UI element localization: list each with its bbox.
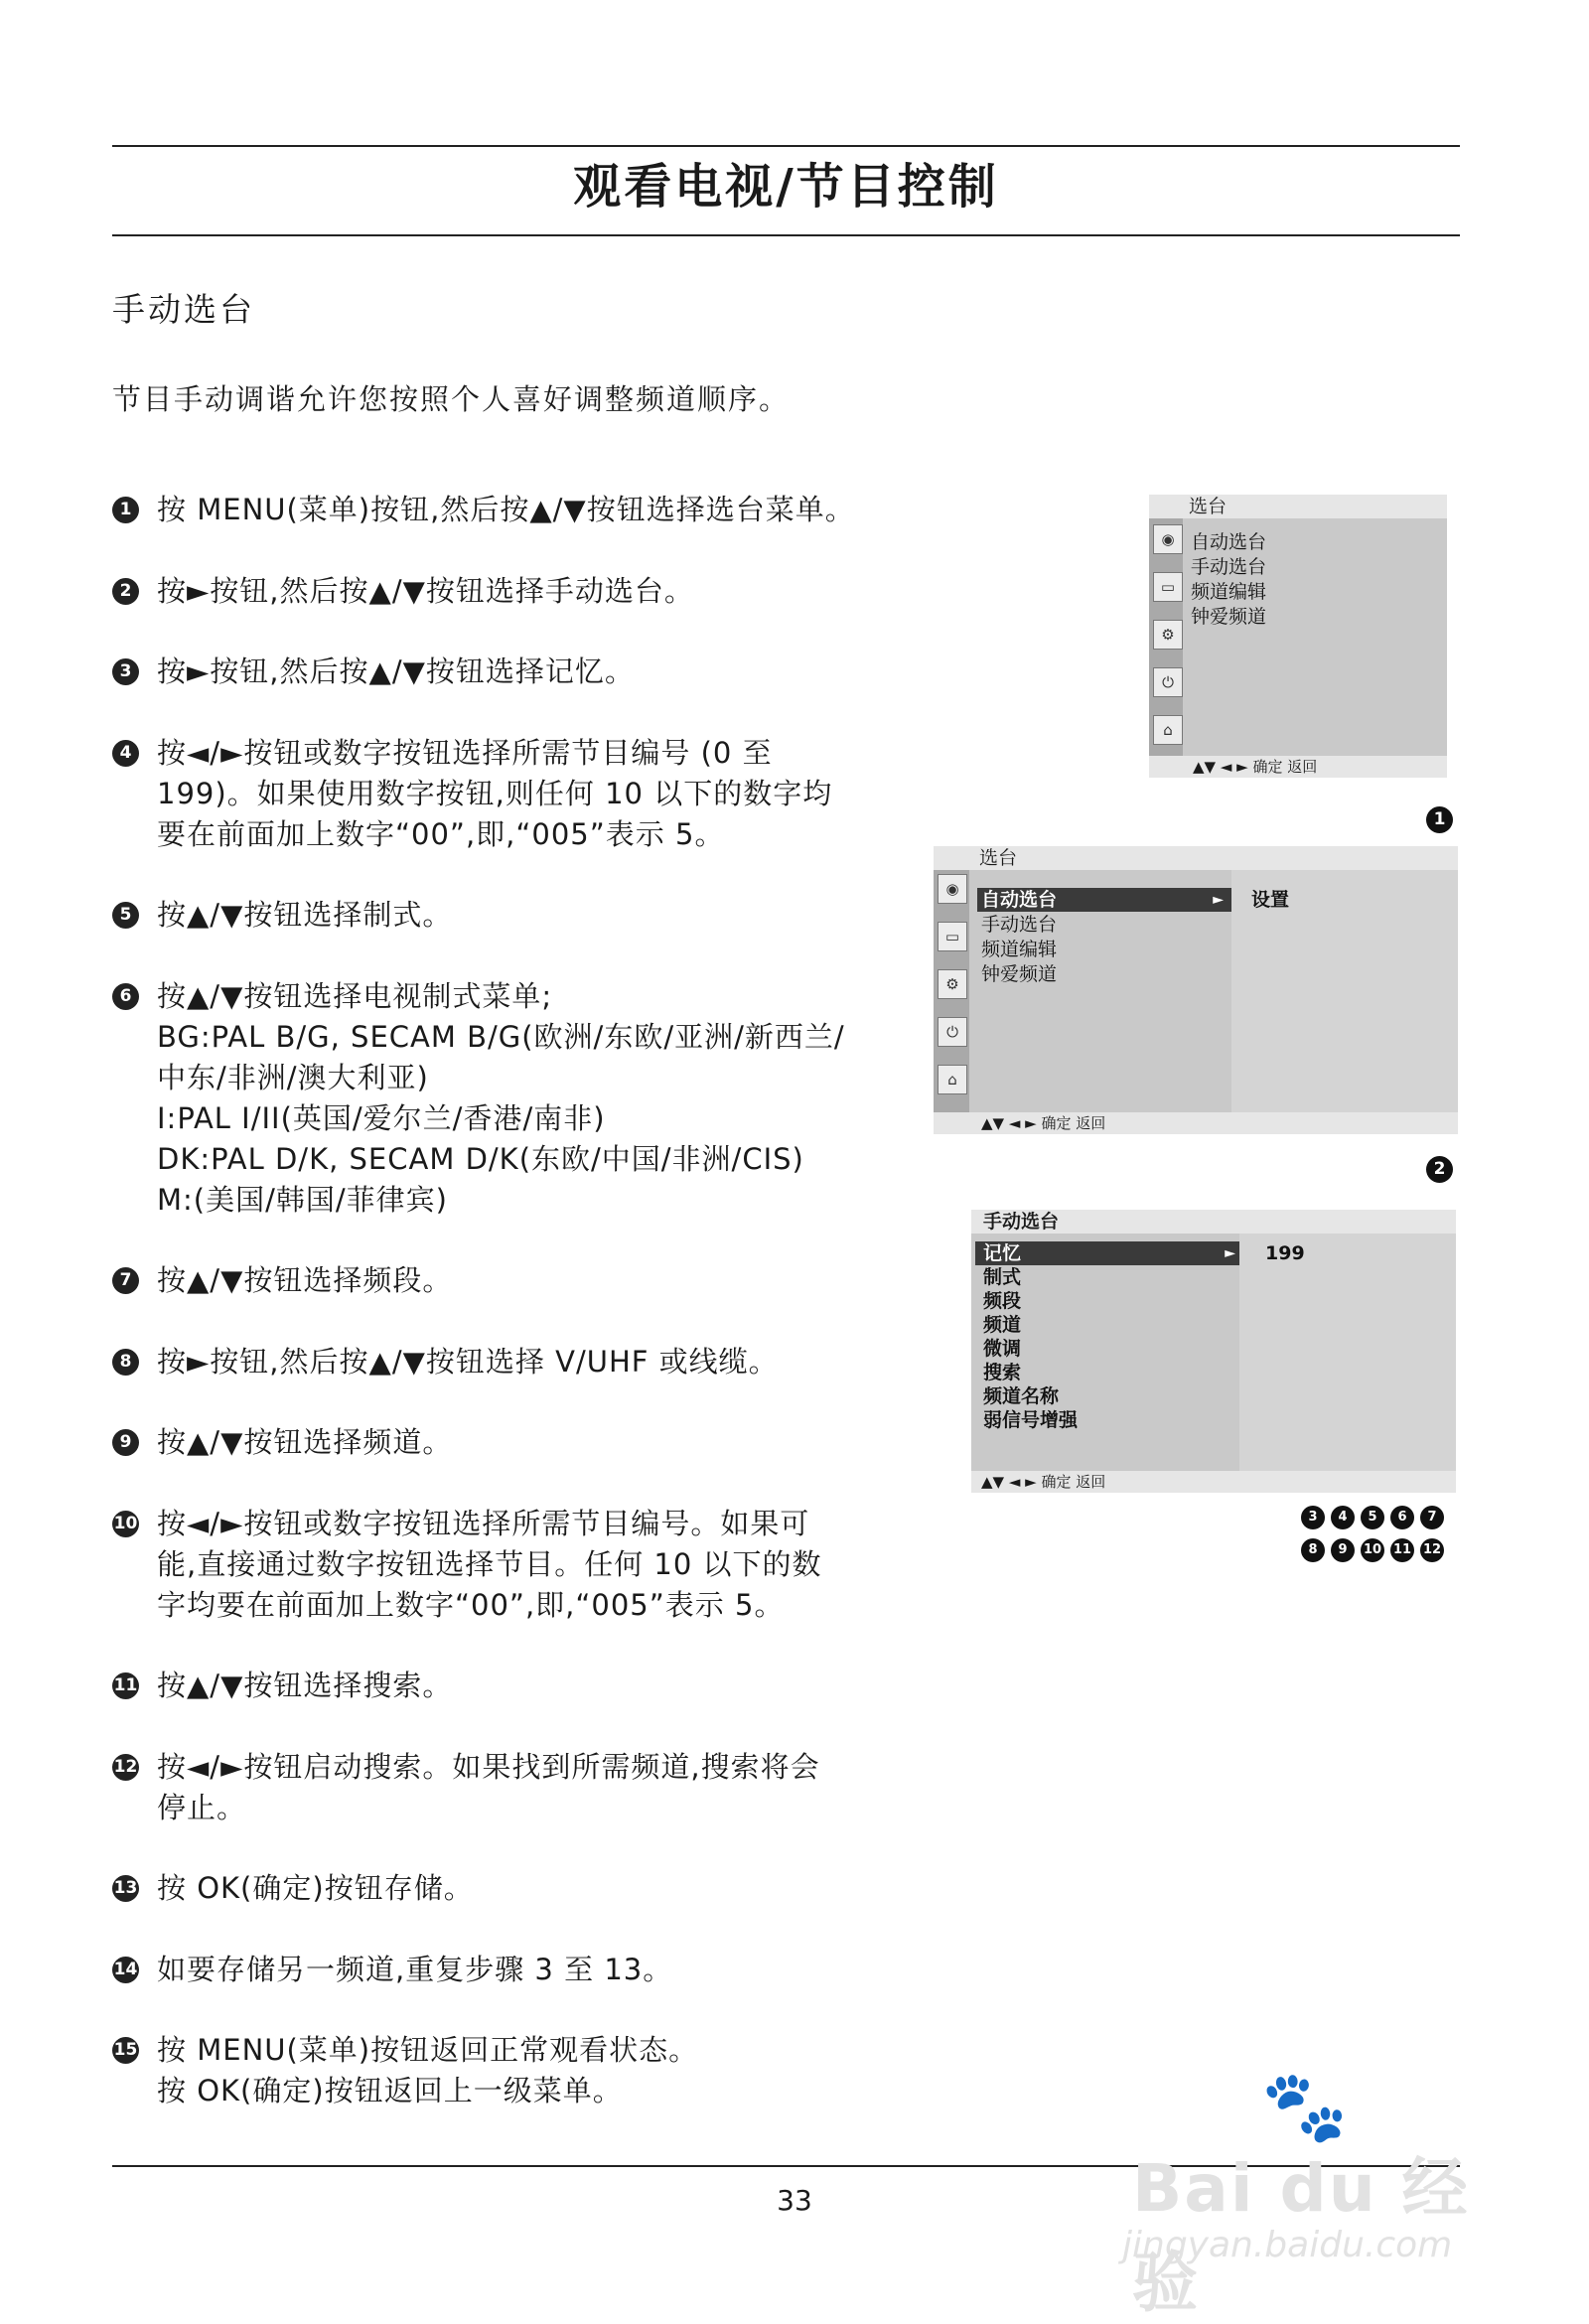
step-5	[112, 895, 877, 936]
step-text: 按▲/▼按钮选择搜索。	[157, 1669, 453, 1702]
step-number: 3	[112, 658, 139, 685]
menu-item-search: 搜索	[983, 1362, 1022, 1383]
step-10	[112, 1504, 877, 1626]
step-7	[112, 1260, 877, 1301]
step-6	[112, 976, 877, 1221]
figure-badge-2: 2	[1426, 1156, 1453, 1183]
step-number: 10	[112, 1511, 139, 1537]
figure-badge-1: 1	[1426, 806, 1453, 833]
step-text: 按 OK(确定)按钮存储。	[157, 1871, 474, 1905]
page-number: 33	[777, 2184, 812, 2217]
step-12	[112, 1747, 877, 1828]
title-rule	[112, 234, 1460, 236]
figure-badge-7: 7	[1420, 1506, 1444, 1529]
step-text: I:PAL I/II(英国/爱尔兰/香港/南非)	[157, 1101, 606, 1135]
menu-item-system: 制式	[983, 1266, 1022, 1288]
menu-header: 手动选台	[971, 1210, 1456, 1234]
menu-item-auto-tune: 自动选台	[1191, 531, 1267, 553]
step-number: 12	[112, 1754, 139, 1781]
tv-menu-screen-2	[934, 846, 1458, 1134]
step-8	[112, 1342, 877, 1382]
step-13	[112, 1868, 877, 1909]
section-heading: 手动选台	[112, 290, 255, 329]
menu-item-memory-selected: 记忆 ►	[975, 1241, 1243, 1265]
menu-header: 选台	[934, 846, 1458, 870]
menu-item-fine-tune: 微调	[983, 1338, 1022, 1360]
menu-item-favorite-channels: 钟爱频道	[1191, 606, 1267, 628]
tv-tuner-icon: ◉	[1153, 524, 1183, 554]
step-text: 停止。	[157, 1791, 247, 1824]
tv-tuner-icon: ◉	[938, 874, 967, 904]
step-1	[112, 490, 877, 530]
picture-icon: ▭	[1153, 572, 1183, 602]
step-text: 能,直接通过数字按钮选择节目。任何 10 以下的数	[157, 1547, 822, 1581]
menu-footer: ▲▼ ◄ ► 确定 返回	[1149, 756, 1447, 778]
step-text: 按 OK(确定)按钮返回上一级菜单。	[157, 2074, 623, 2107]
step-number: 13	[112, 1875, 139, 1902]
step-14	[112, 1950, 877, 1990]
figure-badge-5: 5	[1361, 1506, 1384, 1529]
step-4	[112, 733, 877, 855]
menu-item-band: 频段	[983, 1290, 1022, 1312]
timer-icon: ⏻	[1153, 667, 1183, 697]
step-text: 字均要在前面加上数字“00”,即,“005”表示 5。	[157, 1588, 785, 1622]
figure-badge-8: 8	[1301, 1538, 1325, 1562]
step-text: 199)。如果使用数字按钮,则任何 10 以下的数字均	[157, 777, 833, 810]
step-2	[112, 571, 877, 612]
step-text: 按◄/►按钮启动搜索。如果找到所需频道,搜索将会	[157, 1750, 820, 1784]
watermark-url: jingyan.baidu.com	[1122, 2225, 1453, 2265]
figure-badge-4: 4	[1331, 1506, 1355, 1529]
menu-item-manual-tune: 手动选台	[981, 914, 1058, 936]
step-11	[112, 1666, 877, 1706]
step-text: 中东/非洲/澳大利亚)	[157, 1061, 429, 1094]
step-text: 按 MENU(菜单)按钮,然后按▲/▼按钮选择选台菜单。	[157, 493, 855, 526]
figure-badge-12: 12	[1420, 1538, 1444, 1562]
menu-icon-sidebar	[1149, 518, 1183, 756]
picture-icon: ▭	[938, 922, 967, 951]
step-text: 按◄/►按钮或数字按钮选择所需节目编号。如果可	[157, 1507, 810, 1540]
menu-item-channel-edit: 频道编辑	[1191, 581, 1267, 603]
watermark-logo-text: Bai du 经验	[1132, 2150, 1470, 2321]
step-text: 按▲/▼按钮选择电视制式菜单;	[157, 979, 553, 1013]
step-number: 9	[112, 1429, 139, 1456]
timer-icon: ⏻	[938, 1017, 967, 1047]
menu-icon-sidebar	[934, 870, 969, 1112]
step-text: 按►按钮,然后按▲/▼按钮选择手动选台。	[157, 574, 694, 608]
tv-menu-screen-3	[971, 1210, 1456, 1493]
step-number: 1	[112, 497, 139, 523]
step-number: 15	[112, 2037, 139, 2064]
step-number: 4	[112, 740, 139, 767]
top-rule	[112, 145, 1460, 147]
settings-icon: ⚙	[938, 969, 967, 999]
figure-badge-11: 11	[1390, 1538, 1414, 1562]
step-text: 要在前面加上数字“00”,即,“005”表示 5。	[157, 817, 725, 851]
paw-logo-icon: 🐾	[1261, 2066, 1349, 2147]
step-number: 8	[112, 1349, 139, 1376]
menu-footer: ▲▼ ◄ ► 确定 返回	[934, 1112, 1458, 1134]
menu-item-manual-tune: 手动选台	[1191, 556, 1267, 578]
settings-icon: ⚙	[1153, 620, 1183, 650]
step-text: 按◄/►按钮或数字按钮选择所需节目编号 (0 至	[157, 736, 773, 770]
chevron-right-icon: ►	[1225, 1245, 1235, 1261]
step-number: 5	[112, 902, 139, 929]
chevron-right-icon: ►	[1213, 892, 1224, 908]
figure-badge-3: 3	[1301, 1506, 1325, 1529]
submenu-panel	[1239, 1234, 1456, 1471]
step-text: BG:PAL B/G, SECAM B/G(欧洲/东欧/亚洲/新西兰/	[157, 1020, 845, 1054]
step-15	[112, 2030, 877, 2111]
page-title: 观看电视/节目控制	[573, 159, 999, 215]
step-number: 6	[112, 983, 139, 1010]
step-text: 按►按钮,然后按▲/▼按钮选择记忆。	[157, 654, 635, 688]
menu-header: 选台	[1149, 495, 1447, 518]
figure-badge-6: 6	[1390, 1506, 1414, 1529]
step-text: 按▲/▼按钮选择频段。	[157, 1263, 453, 1297]
step-text: DK:PAL D/K, SECAM D/K(东欧/中国/非洲/CIS)	[157, 1142, 804, 1176]
baidu-jingyan-watermark	[1112, 2066, 1519, 2321]
step-number: 7	[112, 1267, 139, 1294]
step-9	[112, 1422, 877, 1463]
step-text: M:(美国/韩国/菲律宾)	[157, 1183, 448, 1217]
step-3	[112, 652, 877, 692]
menu-item-channel: 频道	[983, 1314, 1022, 1336]
menu-item-channel-name: 频道名称	[983, 1385, 1060, 1407]
step-text: 按▲/▼按钮选择频道。	[157, 1425, 453, 1459]
step-text: 按►按钮,然后按▲/▼按钮选择 V/UHF 或线缆。	[157, 1345, 779, 1379]
step-number: 2	[112, 578, 139, 605]
step-number: 14	[112, 1957, 139, 1983]
submenu-value: 设置	[1251, 889, 1290, 911]
figure-badge-10: 10	[1361, 1538, 1384, 1562]
menu-item-favorite-channels: 钟爱频道	[981, 963, 1058, 985]
figure-badge-9: 9	[1331, 1538, 1355, 1562]
lock-icon: ⌂	[938, 1065, 967, 1094]
lock-icon: ⌂	[1153, 715, 1183, 745]
intro-text: 节目手动调谐允许您按照个人喜好调整频道顺序。	[112, 382, 791, 416]
step-text: 按 MENU(菜单)按钮返回正常观看状态。	[157, 2033, 699, 2067]
step-text: 按▲/▼按钮选择制式。	[157, 898, 453, 932]
menu-item-weak-signal-boost: 弱信号增强	[983, 1409, 1079, 1431]
menu-item-channel-edit: 频道编辑	[981, 939, 1058, 960]
step-number: 11	[112, 1672, 139, 1699]
menu-footer: ▲▼ ◄ ► 确定 返回	[971, 1471, 1456, 1493]
menu-item-auto-tune-selected: 自动选台 ►	[977, 888, 1231, 912]
step-text: 如要存储另一频道,重复步骤 3 至 13。	[157, 1953, 673, 1986]
tv-menu-screen-1	[1149, 495, 1447, 778]
submenu-value: 199	[1265, 1242, 1305, 1264]
